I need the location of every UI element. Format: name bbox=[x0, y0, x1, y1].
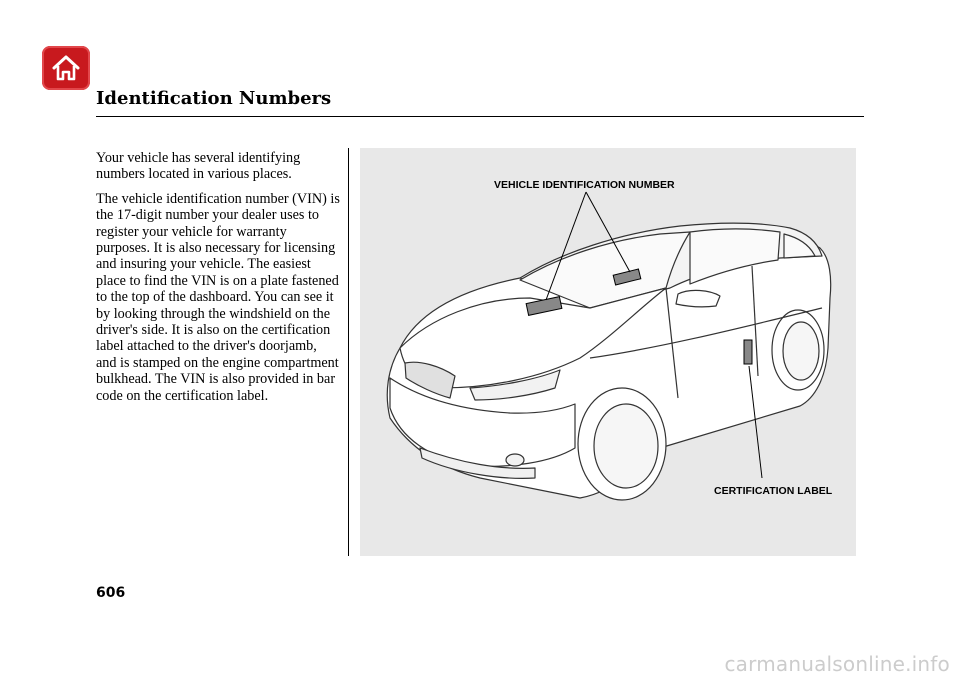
page-title: Identification Numbers bbox=[96, 88, 332, 109]
vin-callout-label: VEHICLE IDENTIFICATION NUMBER bbox=[494, 179, 675, 191]
vin-paragraph: The vehicle identification number (VIN) is the 17-digit number your dealer uses to register your vehicle for warranty purposes. It is also necessary for licensing and insuring your vehicle. The easiest place to find the VIN is on a plate fastened to the top of the dashboard. You can see it by looking through the windshield on the driver's side. It is also on the certification label attached to the driver's doorjamb, and is stamped on the engine compartment bulkhead. The VIN is also provided in bar code on the certification label. bbox=[96, 190, 340, 404]
certification-callout-label: CERTIFICATION LABEL bbox=[714, 485, 833, 497]
intro-paragraph: Your vehicle has several identifying numbers located in various places. bbox=[96, 150, 301, 183]
watermark: carmanualsonline.info bbox=[724, 652, 950, 676]
page-number: 606 bbox=[96, 585, 126, 601]
vehicle-illustration bbox=[360, 148, 856, 556]
column-divider bbox=[348, 148, 349, 556]
home-button[interactable] bbox=[42, 46, 90, 90]
body-text bbox=[96, 150, 340, 412]
home-icon bbox=[51, 54, 81, 82]
title-rule bbox=[96, 116, 864, 117]
